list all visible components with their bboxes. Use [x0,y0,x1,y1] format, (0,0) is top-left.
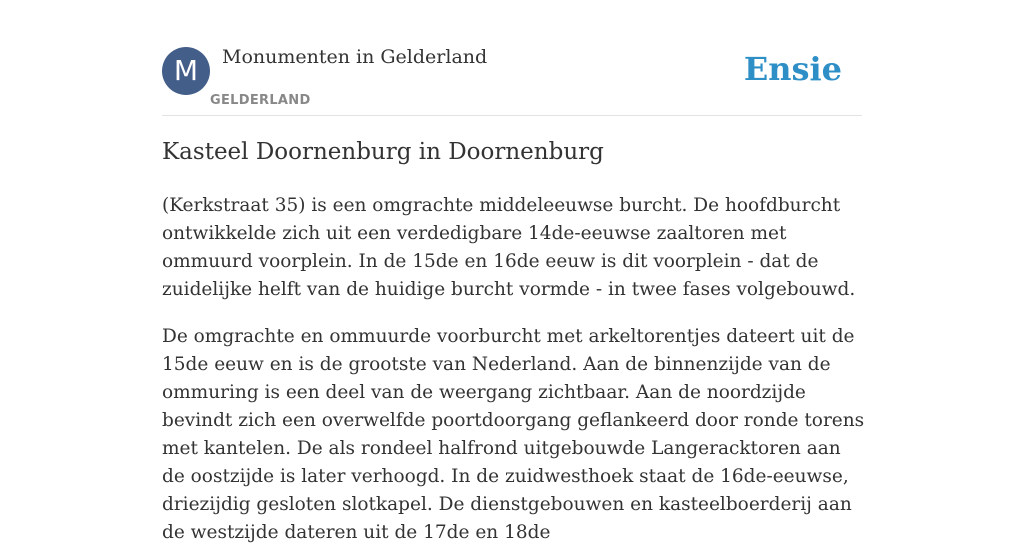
article-paragraph-2: De omgrachte en ommuurde voorburcht met arkeltorentjes dateert uit de 15de eeuw en is de grootste van Nederland. Aan de binnenzijde van de ommuring is een deel van de weergang zichtbaar. Aan de noordzijde bevindt zich een overwelfde poortdoorgang geflankeerd door ronde torens met kantelen. De als rondeel halfrond uitgebouwde Langeracktoren aan de oostzijde is later verhoogd. In de zuidwesthoek staat de 16de-eeuwse, driezijdig gesloten slotkapel. De dienstgebouwen en kasteelboerderij aan de westzijde dateren uit de 17de en 18de [162,326,865,543]
site-header [162,0,862,116]
ensie-logo[interactable]: Ensie [743,50,842,88]
article-paragraph-1: (Kerkstraat 35) is een omgrachte middeleeuwse burcht. De hoofdburcht ontwikkelde zich uit een verdedigbare 14de-eeuwse zaaltoren met ommuurd voorplein. In de 15de en 16de eeuw is dit voorplein - dat de zuidelijke helft van de huidige burcht vormde - in twee fases volgebouwd. [162,195,856,300]
avatar[interactable]: M [162,47,210,95]
page-container [162,0,865,543]
site-title-link[interactable]: Monumenten in Gelderland [222,46,488,68]
article-title: Kasteel Doornenburg in Doornenburg [162,139,604,165]
category-link[interactable]: GELDERLAND [210,93,311,108]
